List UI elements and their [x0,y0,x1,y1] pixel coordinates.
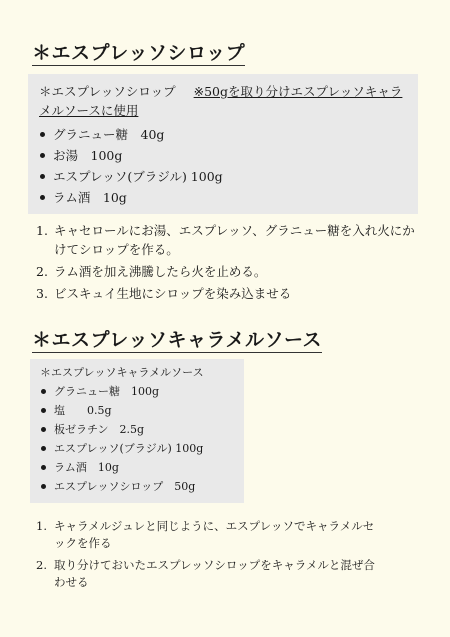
step-number: 1. [36,519,47,533]
ingredient-box-title [39,82,409,120]
step-number: 3. [36,286,48,301]
ingredient-item: ラム酒 10g [40,458,240,477]
method-steps [36,518,376,596]
ingredient-list [39,124,409,208]
step-item [36,262,416,281]
ingredient-box-syrup [28,74,418,214]
method-steps [36,221,416,306]
ingredient-item: エスプレッソ(ブラジル) 100g [40,439,240,458]
step-number: 1. [36,223,48,238]
heading-text: ＊エスプレッソキャラメルソース [32,329,323,351]
ingredient-item: 塩 0.5g [40,401,240,420]
box-title-text: ＊エスプレッソシロップ [39,84,176,99]
ingredient-item: グラニュー糖 40g [39,124,409,145]
step-item [36,284,416,303]
step-text: 取り分けておいたエスプレッソシロップをキャラメルと混ぜ合わせる [54,558,375,589]
ingredient-item: エスプレッソ(ブラジル) 100g [39,166,409,187]
section-heading-espresso-syrup [32,38,245,65]
ingredient-item: 板ゼラチン 2.5g [40,420,240,439]
box-note: ※50gを取り分けエスプレッソキャラメルソースに使用 [39,84,403,118]
ingredient-box-title: ＊エスプレッソキャラメルソース [40,366,204,379]
ingredient-item: ラム酒 10g [39,187,409,208]
step-item [36,557,376,591]
step-text: ビスキュイ生地にシロップを染み込ませる [54,286,292,301]
ingredient-list [40,382,240,496]
step-text: キャラメルジュレと同じように、エスプレッソでキャラメルセックを作る [54,519,375,550]
step-number: 2. [36,264,48,279]
step-item [36,221,416,259]
step-text: ラム酒を加え沸騰したら火を止める。 [54,264,267,279]
ingredient-item: お湯 100g [39,145,409,166]
ingredient-item: グラニュー糖 100g [40,382,240,401]
step-text: キャセロールにお湯、エスプレッソ、グラニュー糖を入れ火にかけてシロップを作る。 [54,223,415,257]
ingredient-box-caramel [30,359,244,503]
step-item [36,518,376,552]
heading-text: ＊エスプレッソシロップ [32,42,246,64]
section-heading-espresso-caramel-sauce [32,325,322,352]
ingredient-item: エスプレッソシロップ 50g [40,477,240,496]
step-number: 2. [36,558,47,572]
